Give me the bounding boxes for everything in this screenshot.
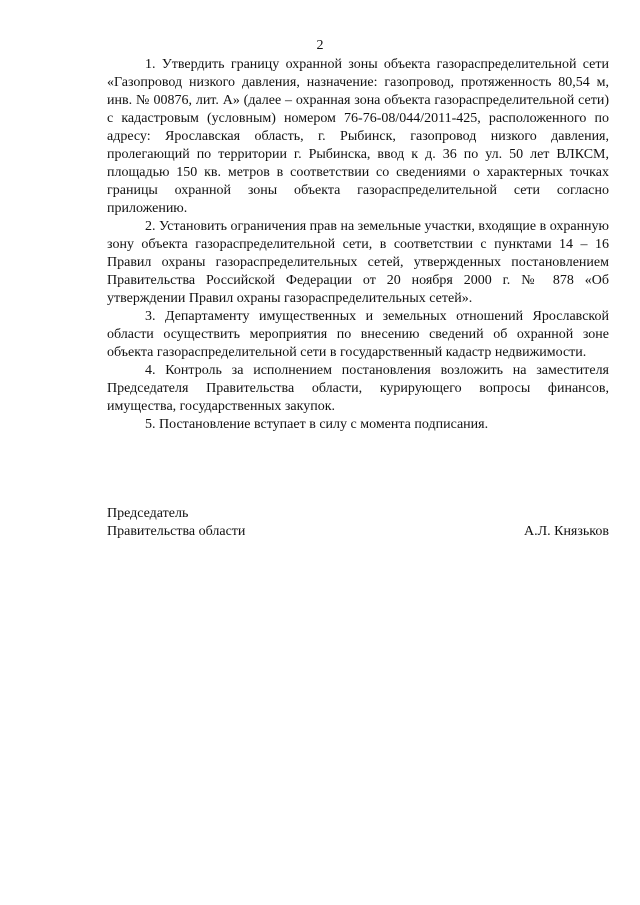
paragraph-4: 4. Контроль за исполнением постановления возложить на заместителя Председателя Правительства области, курирующего вопросы финансов, имущества, государственных закупок. <box>107 363 609 414</box>
signatory-title-line2: Правительства области <box>107 524 246 539</box>
paragraph-2: 2. Установить ограничения прав на земельные участки, входящие в охранную зону объекта газораспределительной сети, в соответствии с пунктами 14 – 16 Правил охраны газораспределительных сетей, утвержденных постановлением Правительства Российской Федерации от 20 ноября 2000 г. № 878 «Об утверждении Правил охраны газораспределительных сетей». <box>107 219 610 306</box>
signature-line <box>107 523 609 541</box>
signature-block <box>107 505 609 541</box>
paragraph-5: 5. Постановление вступает в силу с момента подписания. <box>145 417 489 432</box>
paragraph-3: 3. Департаменту имущественных и земельных отношений Ярославской области осуществить мероприятия по внесению сведений об охранной зоне объекта газораспределительной сети в государственный кадастр недвижимости. <box>107 309 609 360</box>
signatory-name: А.Л. Князьков <box>524 524 609 539</box>
document-body <box>107 56 609 434</box>
page-number: 2 <box>316 38 324 53</box>
signatory-title-line1: Председатель <box>107 506 189 521</box>
paragraph-1: 1. Утвердить границу охранной зоны объекта газораспределительной сети «Газопровод низкого давления, назначение: газопровод, протяженность 80,54 м, инв. № 00876, лит. А» (далее – охранная зона объекта газораспределительной сети) с кадастровым (условным) номером 76-76-08/044/2011-425, расположенного по адресу: Ярославская область, г. Рыбинск, газопровод низкого давления, пролегающий по территории г. Рыбинска, ввод к д. 36 по ул. 50 лет ВЛКСМ, площадью 150 кв. метров в соответствии со сведениями о характерных точках границы охранной зоны объекта газораспределительной сети согласно приложению. <box>107 57 609 216</box>
